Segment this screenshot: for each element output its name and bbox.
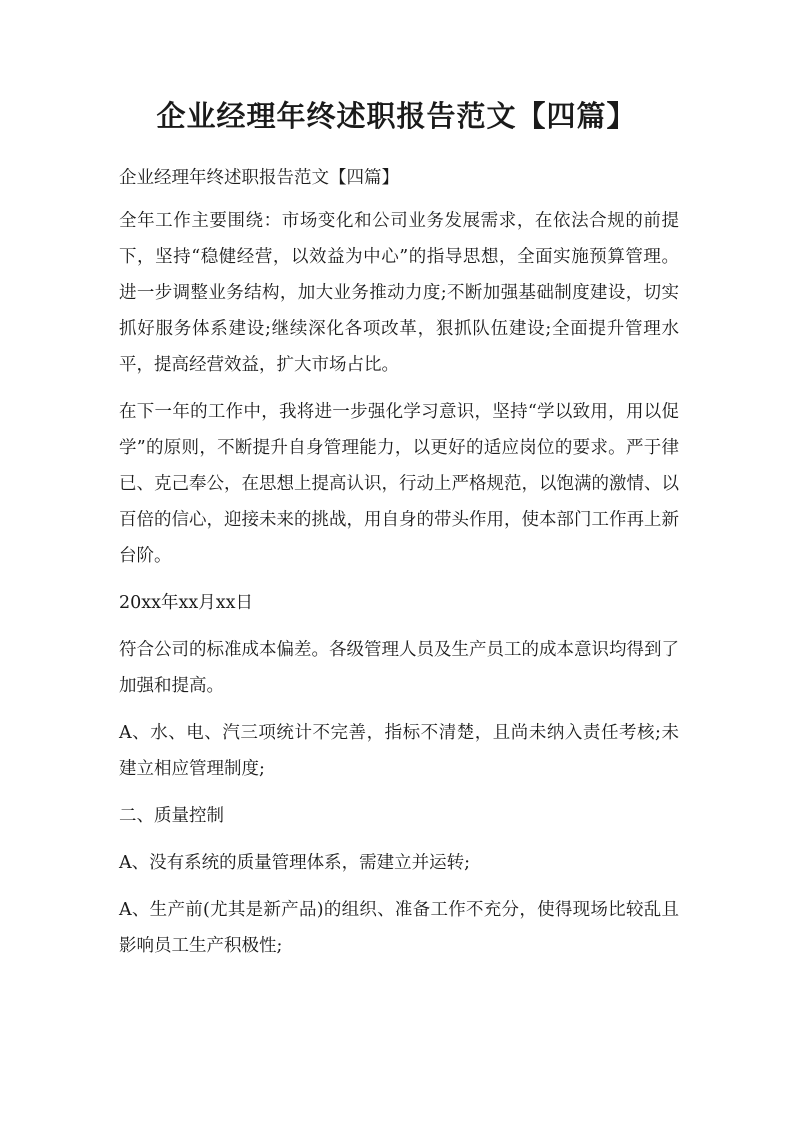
section-heading: 二、质量控制 — [119, 806, 224, 826]
body-paragraph: 符合公司的标准成本偏差。各级管理人员及生产员工的成本意识均得到了加强和提高。 — [119, 640, 679, 696]
document-body — [119, 160, 679, 975]
body-paragraph: A、水、电、汽三项统计不完善，指标不清楚，且尚未纳入责任考核;未建立相应管理制度; — [119, 723, 679, 779]
body-paragraph: 在下一年的工作中，我将进一步强化学习意识，坚持“学以致用，用以促学”的原则，不断提升自身管理能力，以更好的适应岗位的要求。严于律已、克己奉公，在思想上提高认识，行动上严格规范，以饱满的激情、以百倍的信心，迎接未来的挑战，用自身的带头作用，使本部门工作再上新台阶。 — [119, 402, 679, 566]
body-paragraph: A、生产前(尤其是新产品)的组织、准备工作不充分，使得现场比较乱且影响员工生产积极性; — [119, 900, 679, 956]
subtitle-paragraph: 企业经理年终述职报告范文【四篇】 — [119, 168, 399, 188]
document-title: 企业经理年终述职报告范文【四篇】 — [156, 99, 637, 133]
date-line: 20xx年xx月xx日 — [119, 593, 253, 613]
body-paragraph: 全年工作主要围绕：市场变化和公司业务发展需求，在依法合规的前提下，坚持“稳健经营，以效益为中心”的指导思想，全面实施预算管理。进一步调整业务结构，加大业务推动力度;不断加强基础制度建设，切实抓好服务体系建设;继续深化各项改革，狠抓队伍建设;全面提升管理水平，提高经营效益，扩大市场占比。 — [119, 211, 679, 375]
body-paragraph: A、没有系统的质量管理体系，需建立并运转; — [119, 853, 471, 873]
